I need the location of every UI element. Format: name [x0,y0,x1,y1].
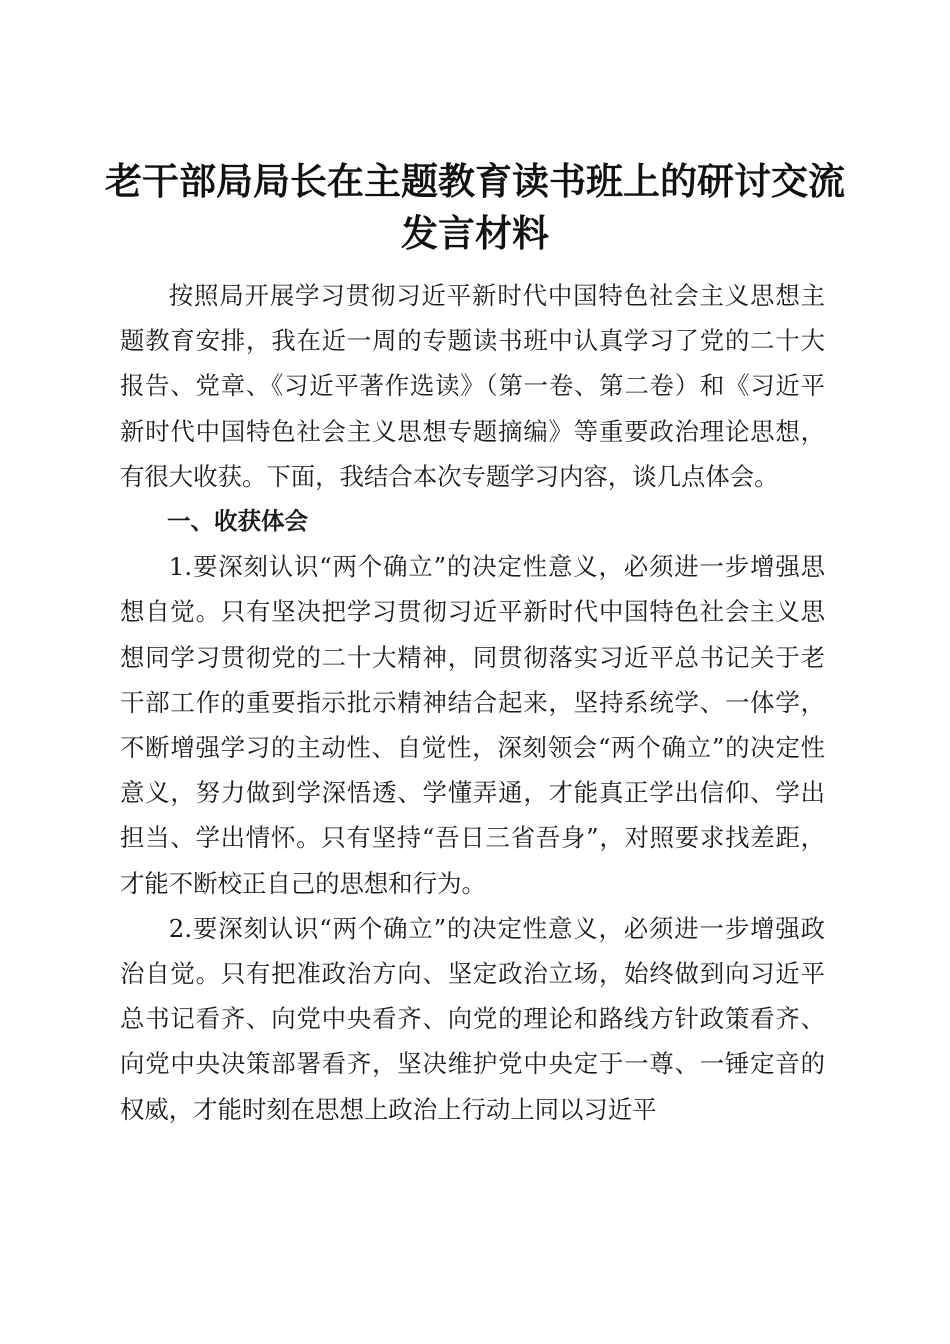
title-line-1: 老干部局局长在主题教育读书班上的研讨交流 [105,158,845,203]
point-1-paragraph: 1.要深刻认识“两个确立”的决定性意义，必须进一步增强思想自觉。只有坚决把学习贯彻习近平新时代中国特色社会主义思想同学习贯彻党的二十大精神，同贯彻落实习近平总书记关于老干部工作的重要指示批示精神结合起来，坚持系统学、一体学，不断增强学习的主动性、自觉性，深刻领会“两个确立”的决定性意义，努力做到学深悟透、学懂弄通，才能真正学出信仰、学出担当、学出情怀。只有坚持“吾日三省吾身”，对照要求找差距，才能不断校正自己的思想和行为。 [120,552,825,898]
document-title [100,155,850,259]
title-line-2: 发言材料 [401,210,549,255]
document-body [120,273,825,1132]
section-heading: 一、收获体会 [167,507,308,536]
point-2-paragraph: 2.要深刻认识“两个确立”的决定性意义，必须进一步增强政治自觉。只有把准政治方向、坚定政治立场，始终做到向习近平总书记看齐、向党中央看齐、向党的理论和路线方针政策看齐、向党中央决策部署看齐，坚决维护党中央定于一尊、一锤定音的权威，才能时刻在思想上政治上行动上同以习近平 [120,913,825,1124]
intro-paragraph: 按照局开展学习贯彻习近平新时代中国特色社会主义思想主题教育安排，我在近一周的专题读书班中认真学习了党的二十大报告、党章、《习近平著作选读》（第一卷、第二卷）和《习近平新时代中国特色社会主义思想专题摘编》等重要政治理论思想，有很大收获。下面，我结合本次专题学习内容，谈几点体会。 [120,281,825,491]
